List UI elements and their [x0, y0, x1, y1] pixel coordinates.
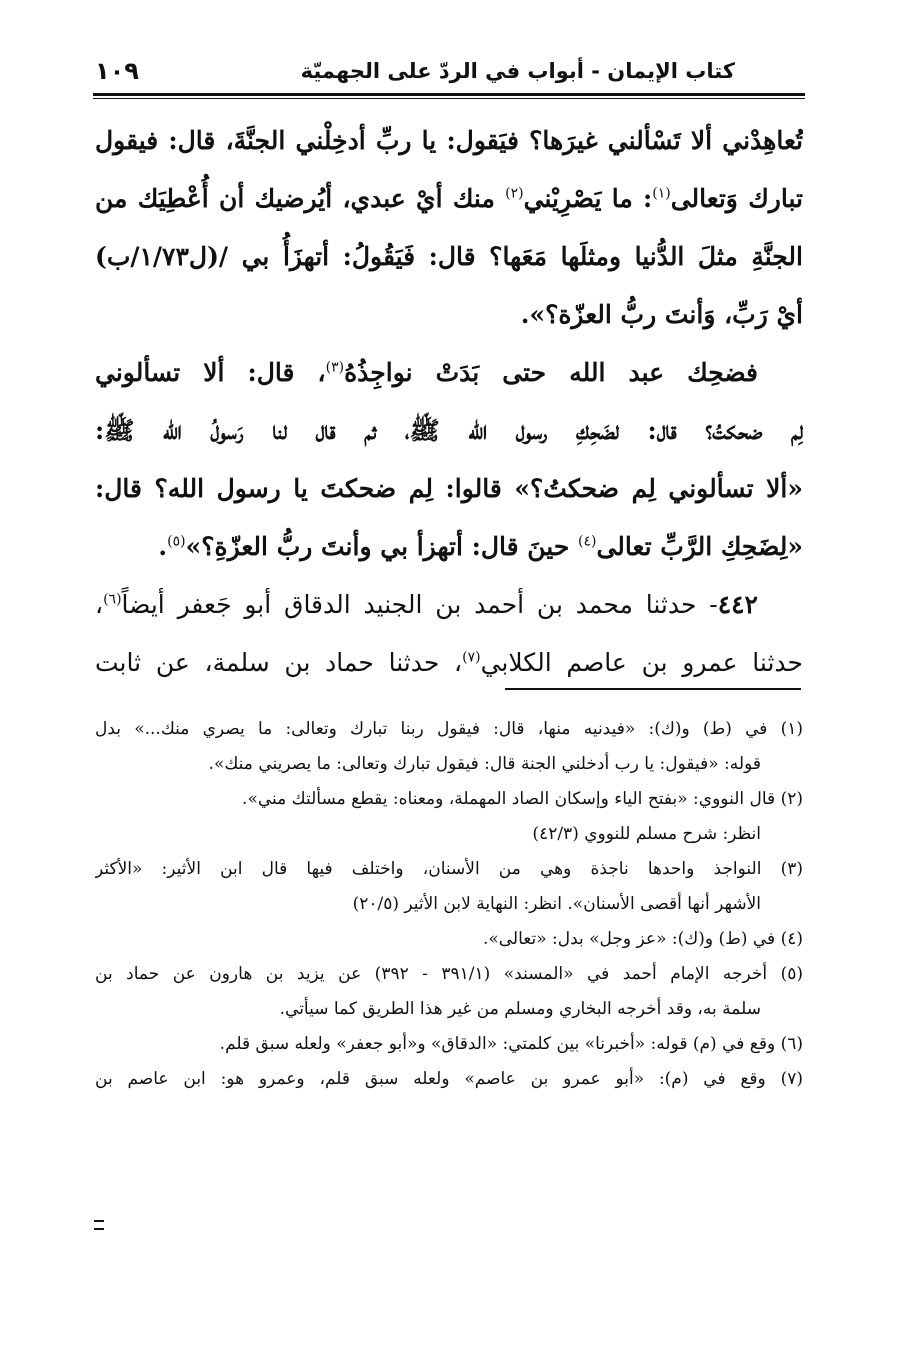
text-line: لِم ضحكتُ؟ قال: لضَحِكِ رسول الله ﷺ، ثم قال لنا رَسولُ الله ﷺ: [95, 416, 803, 445]
footnote-ref: (٢) [505, 185, 524, 202]
text-line: فضحِك عبد الله حتى بَدَتْ نواجِذُهُ$^{(٣)}$، قال: ألا تسألوني [95, 358, 758, 387]
running-title: كتاب الإيمان - أبواب في الردّ على الجهميّة [300, 59, 735, 83]
footnote-continuation: الأشهر أنها أقصى الأسنان». انظر: النهاية لابن الأثير (٢٠/٥) [352, 894, 761, 914]
hadith-number-line: ٤٤٢- حدثنا محمد بن أحمد بن الجنيد الدقاق أبو جَعفر أيضاً$^{(٦)}$، [95, 590, 758, 619]
footnotes [95, 712, 803, 1097]
footnote: (٤) في (ط) و(ك): «عز وجل» بدل: «تعالى». [482, 929, 803, 949]
continuation-mark [94, 1220, 104, 1230]
footnote-ref: (٤) [578, 533, 597, 550]
footnote-separator [505, 688, 801, 690]
text-line: حدثنا عمرو بن عاصم الكلابي$^{(٧)}$، حدثنا حماد بن سلمة، عن ثابت [95, 648, 803, 677]
footnote-ref: (١) [652, 185, 671, 202]
footnote-continuation: قوله: «فيقول: يا رب أدخلني الجنة قال: فيقول تبارك وتعالى: ما يصريني منك». [208, 754, 761, 774]
footnote-ref: (٧) [462, 649, 481, 666]
footnote-ref: (٦) [103, 591, 122, 608]
footnote-continuation: انظر: شرح مسلم للنووي (٤٢/٣) [532, 824, 761, 844]
text-line: «لِضَحِكِ الرَّبِّ تعالى$^{(٤)}$ حينَ قال: أتهزأ بي وأنتَ ربُّ العزّةِ؟»$^{(٥)}$. [158, 532, 803, 561]
footnote-ref: (٥) [167, 533, 186, 550]
text-line: تبارك وَتعالى$^{(١)}$: ما يَصْرِيْني$^{(٢)}$ منك أيْ عبدي، أيُرضيك أن أُعْطِيَك من [95, 184, 803, 213]
footnote-continuation: سلمة به، وقد أخرجه البخاري ومسلم من غير هذا الطريق كما سيأتي. [279, 999, 761, 1019]
footnote: (٣) النواجذ واحدها ناجذة وهي من الأسنان، واختلف فيها قال ابن الأثير: «الأكثر [95, 859, 803, 879]
footnote-ref: (٣) [325, 359, 345, 376]
page-number: ١٠٩ [95, 57, 139, 85]
hadith-number: ٤٤٢ [717, 590, 758, 619]
main-text [95, 112, 803, 692]
footnote: (١) في (ط) و(ك): «فيدنيه منها، قال: فيقول ربنا تبارك وتعالى: ما يصري منك...» بدل [95, 719, 803, 739]
text-line: «ألا تسألوني لِم ضحكتُ؟» قالوا: لِم ضحكتَ يا رسول الله؟ قال: [95, 474, 803, 503]
header-rule-thin [93, 98, 805, 99]
text-line: الجنَّةِ مثلَ الدُّنيا ومثلَها مَعَها؟ قال: فَيَقُولُ: أتهزَأُ بي /(ل١/٧٣/ب) [95, 242, 803, 271]
footnote: (٧) وقع في (م): «أبو عمرو بن عاصم» ولعله سبق قلم، وعمرو هو: ابن عاصم بن [95, 1069, 803, 1089]
footnote: (٥) أخرجه الإمام أحمد في «المسند» (٣٩١/١ - ٣٩٢) عن يزيد بن هارون عن حماد بن [95, 964, 803, 984]
running-header [93, 55, 805, 95]
text-line: أيْ رَبِّ، وَأنتَ ربُّ العزّة؟». [520, 300, 803, 329]
text-line: تُعاهِدْني ألا تَسْألني غيرَها؟ فيَقول: يا ربِّ أدخِلْني الجنَّةَ، قال: فيقول [95, 126, 803, 155]
footnote: (٦) وقع في (م) قوله: «أخبرنا» بين كلمتي: «الدقاق» و«أبو جعفر» ولعله سبق قلم. [219, 1034, 803, 1054]
footnote: (٢) قال النووي: «بفتح الياء وإسكان الصاد المهملة، ومعناه: يقطع مسألتك مني». [242, 789, 803, 809]
header-rule [93, 93, 805, 96]
